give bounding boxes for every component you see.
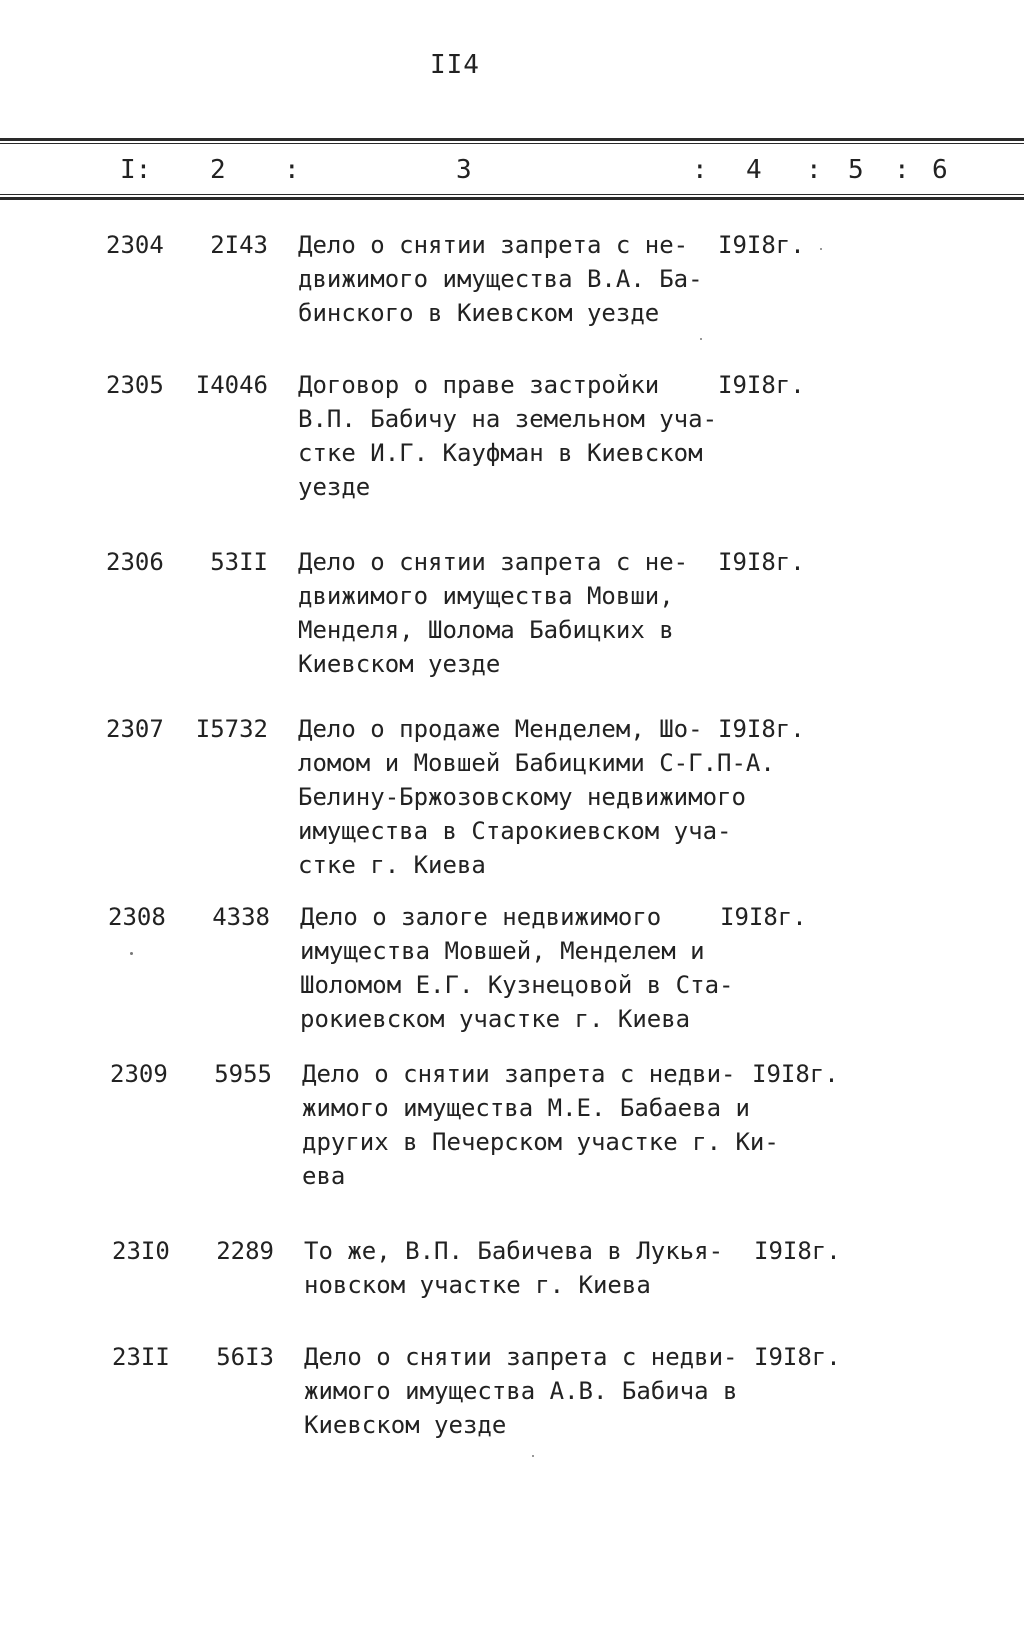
description-line: жимого имущества А.В. Бабича в [304, 1377, 738, 1405]
description-line: В.П. Бабичу на земельном уча- [298, 405, 718, 433]
description-line: Дело о залоге недвижимого [300, 903, 662, 931]
description-line: Дело о снятии запрета с недви- [304, 1343, 738, 1371]
paper-speck [130, 952, 133, 955]
item-date: I9I8г. [718, 715, 805, 743]
description-line: ломом и Мовшей Бабицкими С-Г.П-А. [298, 749, 775, 777]
item-number: 2306 [106, 548, 164, 576]
description-line: новском участке г. Киева [304, 1271, 651, 1299]
description-line: То же, В.П. Бабичева в Лукья- [304, 1237, 724, 1265]
item-number: 2308 [108, 903, 166, 931]
description-line: Шоломом Е.Г. Кузнецовой в Ста- [300, 971, 734, 999]
old-number: 5955 [214, 1060, 272, 1088]
description-line: Дело о продаже Менделем, Шо- [298, 715, 703, 743]
description-line: движимого имущества В.А. Ба- [298, 265, 703, 293]
item-description [298, 545, 688, 681]
column-separator: : [806, 155, 822, 185]
item-description [298, 368, 717, 504]
item-number: 2305 [106, 371, 164, 399]
item-description [304, 1234, 723, 1302]
column-header-5: 5 [848, 155, 864, 185]
old-number: 56I3 [216, 1343, 274, 1371]
description-line: движимого имущества Мовши, [298, 582, 674, 610]
paper-speck [532, 1455, 534, 1457]
column-header-3: 3 [456, 155, 472, 185]
item-date: I9I8г. [718, 548, 805, 576]
description-line: других в Печерском участке г. Ки- [302, 1128, 779, 1156]
old-number: 53II [210, 548, 268, 576]
description-line: стке И.Г. Кауфман в Киевском [298, 439, 703, 467]
page-number: II4 [430, 50, 480, 80]
description-line: Дело о снятии запрета с недви- [302, 1060, 736, 1088]
item-description [304, 1340, 737, 1442]
description-line: Киевском уезде [298, 650, 501, 678]
item-number: 23I0 [112, 1237, 170, 1265]
old-number: 4338 [212, 903, 270, 931]
item-number: 2309 [110, 1060, 168, 1088]
item-number: 23II [112, 1343, 170, 1371]
header-rule-top [0, 138, 1024, 141]
paper-speck [820, 248, 822, 250]
description-line: Договор о праве застройки [298, 371, 660, 399]
description-line: Киевском уезде [304, 1411, 507, 1439]
item-description [298, 228, 703, 330]
header-rule-top-thin [0, 143, 1024, 144]
item-date: I9I8г. [754, 1237, 841, 1265]
header-rule-bottom-thin [0, 194, 1024, 195]
item-date: I9I8г. [754, 1343, 841, 1371]
column-header-1: I: [120, 155, 152, 185]
description-line: имущества в Старокиевском уча- [298, 817, 732, 845]
column-separator: : [284, 155, 300, 185]
item-date: I9I8г. [718, 231, 805, 259]
old-number: 2I43 [210, 231, 268, 259]
column-header-4: 4 [746, 155, 762, 185]
item-number: 2307 [106, 715, 164, 743]
item-description [298, 712, 775, 882]
description-line: Дело о снятии запрета с не- [298, 548, 689, 576]
paper-speck [700, 338, 702, 340]
description-line: ева [302, 1162, 346, 1190]
item-date: I9I8г. [720, 903, 807, 931]
old-number: I5732 [195, 715, 268, 743]
item-description [300, 900, 733, 1036]
item-date: I9I8г. [718, 371, 805, 399]
description-line: жимого имущества М.Е. Бабаева и [302, 1094, 750, 1122]
column-header-6: 6 [932, 155, 948, 185]
description-line: стке г. Киева [298, 851, 486, 879]
item-number: 2304 [106, 231, 164, 259]
description-line: Менделя, Шолома Бабицких в [298, 616, 674, 644]
item-description [302, 1057, 779, 1193]
description-line: бинского в Киевском уезде [298, 299, 660, 327]
description-line: рокиевском участке г. Киева [300, 1005, 691, 1033]
description-line: уезде [298, 473, 371, 501]
column-separator: : [692, 155, 708, 185]
description-line: имущества Мовшей, Менделем и [300, 937, 705, 965]
old-number: 2289 [216, 1237, 274, 1265]
column-header-2: 2 [210, 155, 226, 185]
column-separator: : [894, 155, 910, 185]
description-line: Дело о снятии запрета с не- [298, 231, 689, 259]
item-date: I9I8г. [752, 1060, 839, 1088]
description-line: Белину-Бржозовскому недвижимого [298, 783, 746, 811]
header-rule-bottom [0, 197, 1024, 200]
old-number: I4046 [195, 371, 268, 399]
